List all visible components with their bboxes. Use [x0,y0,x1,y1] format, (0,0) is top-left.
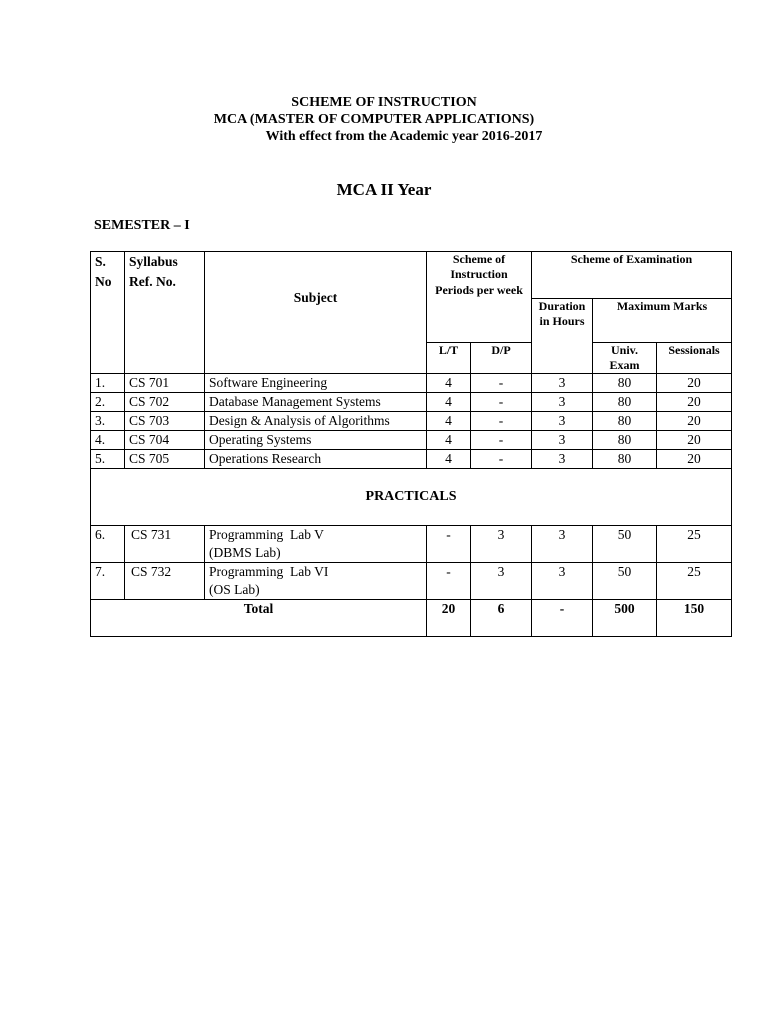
total-sessionals: 150 [657,600,732,637]
total-row [91,600,732,637]
header-scheme-examination: Scheme of Examination [532,252,732,299]
cell-sessionals: 20 [657,393,732,412]
cell-lt: - [427,526,471,563]
cell-univ: 50 [593,563,657,600]
cell-duration: 3 [532,431,593,450]
header-max-marks: Maximum Marks [593,299,732,343]
cell-ref: CS 704 [125,431,205,450]
header-lt: L/T [427,343,471,374]
cell-subject: Operations Research [205,450,427,469]
table-row [91,393,732,412]
total-univ: 500 [593,600,657,637]
cell-univ: 80 [593,412,657,431]
cell-ref: CS 701 [125,374,205,393]
cell-ref: CS 703 [125,412,205,431]
header-periods-per-week: Periods per week [435,283,523,297]
cell-dp: 3 [471,526,532,563]
cell-subject: Operating Systems [205,431,427,450]
table-row [91,431,732,450]
cell-duration: 3 [532,393,593,412]
cell-sno: 5. [91,450,125,469]
header-scheme-instruction-label: Scheme of Instruction [450,252,508,281]
cell-duration: 3 [532,526,593,563]
cell-univ: 80 [593,450,657,469]
practicals-heading: PRACTICALS [91,469,732,526]
cell-subject: Design & Analysis of Algorithms [205,412,427,431]
cell-univ: 80 [593,431,657,450]
cell-lt: 4 [427,374,471,393]
cell-sno: 6. [91,526,125,563]
cell-univ: 50 [593,526,657,563]
title-effective-year: With effect from the Academic year 2016-2017 [265,129,543,144]
cell-sno: 3. [91,412,125,431]
cell-lt: 4 [427,393,471,412]
cell-sessionals: 20 [657,431,732,450]
cell-subject-line1: Programming Lab VI [209,564,329,579]
cell-duration: 3 [532,374,593,393]
cell-duration: 3 [532,412,593,431]
scheme-table [90,251,732,637]
cell-dp: - [471,393,532,412]
cell-sessionals: 20 [657,374,732,393]
cell-subject-line2: (DBMS Lab) [209,545,281,560]
header-subject: Subject [205,252,427,374]
cell-subject: Database Management Systems [205,393,427,412]
header-sessionals: Sessionals [657,343,732,374]
cell-sessionals: 25 [657,526,732,563]
cell-lt: 4 [427,431,471,450]
title-scheme: SCHEME OF INSTRUCTION [291,95,477,110]
cell-lt: - [427,563,471,600]
cell-ref: CS 705 [125,450,205,469]
cell-subject-line1: Programming Lab V [209,527,324,542]
semester-heading: SEMESTER – I [94,218,190,233]
cell-sno: 4. [91,431,125,450]
cell-dp: - [471,431,532,450]
cell-sno: 1. [91,374,125,393]
cell-sessionals: 25 [657,563,732,600]
table-row [91,450,732,469]
cell-subject-line2: (OS Lab) [209,582,260,597]
cell-univ: 80 [593,374,657,393]
header-sno: S. No [91,252,125,374]
cell-subject [205,526,427,563]
cell-sno: 7. [91,563,125,600]
table-row [91,374,732,393]
header-syllabus-ref: Syllabus Ref. No. [125,252,205,374]
cell-univ: 80 [593,393,657,412]
year-heading: MCA II Year [336,180,432,199]
cell-duration: 3 [532,563,593,600]
table-row [91,563,732,600]
cell-dp: - [471,450,532,469]
total-duration: - [532,600,593,637]
header-duration: Duration in Hours [532,299,593,374]
table-row [91,526,732,563]
total-label: Total [91,600,427,637]
table-row [91,412,732,431]
cell-ref: CS 731 [125,526,205,563]
total-dp: 6 [471,600,532,637]
cell-dp: - [471,374,532,393]
cell-sessionals: 20 [657,450,732,469]
header-scheme-instruction [427,252,532,343]
cell-ref: CS 732 [125,563,205,600]
cell-subject [205,563,427,600]
cell-sno: 2. [91,393,125,412]
header-dp: D/P [471,343,532,374]
cell-sessionals: 20 [657,412,732,431]
cell-subject: Software Engineering [205,374,427,393]
total-lt: 20 [427,600,471,637]
cell-duration: 3 [532,450,593,469]
header-univ-exam: Univ. Exam [593,343,657,374]
title-program: MCA (MASTER OF COMPUTER APPLICATIONS) [213,112,535,127]
cell-dp: - [471,412,532,431]
cell-lt: 4 [427,450,471,469]
cell-lt: 4 [427,412,471,431]
cell-dp: 3 [471,563,532,600]
cell-ref: CS 702 [125,393,205,412]
